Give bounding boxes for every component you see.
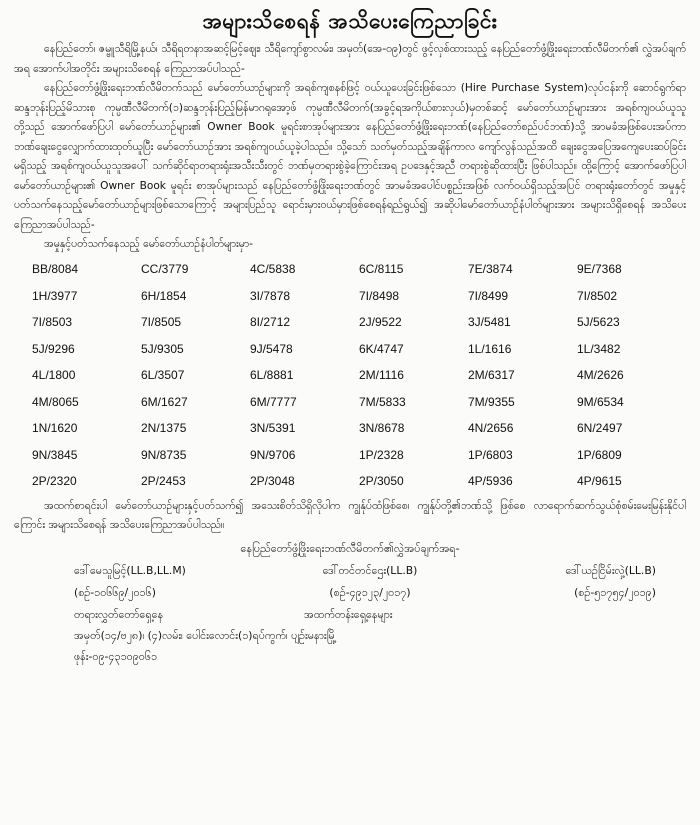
vehicle-plate-number: 7I/8505 [141,315,182,329]
vehicle-plate-number: 4P/9615 [577,474,622,488]
vehicle-plate-number: 1H/3977 [32,288,78,303]
vehicle-plate-number: 7I/8503 [32,315,73,329]
vehicle-plate-number: 7M/9355 [468,394,515,409]
lawyer-name: ဒေါ်မေသူမြင့်(LL.B,LL.M) [74,563,186,577]
lawyer-license: (စဉ်-၄၉၁၂၃/၂၀၁၇) [329,585,411,599]
vehicle-plate-number: 7I/8502 [577,288,618,303]
vehicle-plate-number: 5J/9305 [141,341,184,356]
vehicle-plate-number: 6M/1627 [141,394,188,409]
plate-number-grid [14,256,686,495]
intro-paragraph: နေပြည်တော်၊ ဇမ္ဗူသီရိမြို့နယ်၊ သီရိရတနာအဆင့်မြင့်ဈေး၊ သီရိကျော်စွာလမ်း၊ အမှတ်(အေ-၀၉)တွင် ဖွင့်လှစ်ထားသည့် နေပြည်တော်ဖွံ့ဖြိုးရေးဘဏ်လီမိတက်၏ လွှဲအပ်ချက်အရ အောက်ပါအတိုင်း အများသိစေရန် ကြေညာအပ်ပါသည်- [14,43,686,75]
lawyer-roles [14,604,686,625]
vehicle-plate-number: 7I/8498 [359,288,400,303]
vehicle-plate-number: 9E/7368 [577,262,622,276]
vehicle-plate-number: 1L/1616 [468,341,512,356]
vehicle-plate-number: 4P/5936 [468,474,513,488]
role-right: အထက်တန်းရှေ့နေများ [304,607,393,621]
phone-number: ဖုန်း-၀၉-၄၃၁၀၉၀၆၁ [74,649,158,663]
vehicle-plate-number: 4N/2656 [468,421,514,435]
vehicle-plate-number: 5J/5623 [577,315,620,329]
vehicle-plate-number: 8I/2712 [250,315,291,329]
lawyer-block [74,560,271,604]
vehicle-plate-number: 3N/5391 [250,421,296,435]
vehicle-plate-number: 9N/3845 [32,447,78,462]
vehicle-plate-number: 3J/5481 [468,315,511,329]
vehicle-plate-number: 2M/6317 [468,368,515,382]
vehicle-plate-number: 6M/7777 [250,394,297,409]
lawyer-block [271,560,468,604]
role-left: တရားလွှတ်တော်ရှေ့နေ [74,607,164,621]
vehicle-plate-number: 9M/6534 [577,394,624,409]
vehicle-plate-number: 3N/8678 [359,421,405,435]
body-paragraph: နေပြည်တော်ဖွံ့ဖြိုးရေးဘဏ်လီမိတက်သည် မော်တော်ယာဉ်များကို အရစ်ကျစနစ်ဖြင့် ဝယ်ယူပေးခြင်းဖြစ်သော (Hire Purchase System)လုပ်ငန်းကို ဆောင်ရွက်ရာ ဆန္ဒဘုန်းပြည့်မိသားစု ကုမ္ပဏီလီမိတက်(၁)ဆန္ဒဘုန်းပြည့်မြန်မာဂရုအော့ဖ် ကုမ္ပဏီလီမိတက်(အခွင့်ရအကိုယ်စားလှယ်)မှတစ်ဆင့် မော်တော်ယာဉ်များအား အရစ်ကျဝယ်ယူသူတို့သည် အောက်ဖော်ပြပါ မော်တော်ယာဉ်များ၏ Owner Book မူရင်းစာအုပ်များအား နေပြည်တော်ဖွံ့ဖြိုးရေးဘဏ်(နေပြည်တော်စည်ပင်ဘဏ်)သို့ အာမခံအဖြစ်ပေးအပ်ကာ ဘဏ်ချေးငွေလျှောက်ထားထုတ်ယူပြီး မော်တော်ယာဉ်အား အရစ်ကျဝယ်ယူခဲ့ပါသည်။ သို့သော် သတ်မှတ်သည့်အချိန်ကာလ ကျော်လွန်သည်အထိ ချေးငွေအပြေအကျေပေးဆပ်ခြင်းမရှိသည့် အရစ်ကျဝယ်ယူသူအပေါ် သက်ဆိုင်ရာတရားရုံးအသီးသီးတွင် ဘဏ်မှတရားစွဲခဲ့ကြောင်းအရ ဥပဒေနှင့်အညီ တရားစွဲဆိုထားပြီး ဖြစ်ပါသည်။ ထို့ကြောင့် အောက်ဖော်ပြပါ မော်တော်ယာဉ်များ၏ Owner Book မူရင်း စာအုပ်များသည် နေပြည်တော်ဖွံ့ဖြိုးရေးဘဏ်တွင် အာမခံအပေါင်ပစ္စည်းအဖြစ် လက်ဝယ်ရှိသည့်အပြင် တရားရုံးတော်တွင် အမှုနှင့်ပတ်သက်နေသည့်မော်တော်ယာဉ်များဖြစ်သောကြောင့် အများပြည်သူ ရောင်းမှားဝယ်မှားဖြစ်စေရန်ရည်ရွယ်၍ အဆိုပါမော်တော်ယာဉ်နံပါတ်များအား အများသိရှိစေရန် အသိပေးကြေညာအပ်ပါသည်- [14,82,686,231]
notice-title: အများသိစေရန် အသိပေးကြေညာခြင်း [202,9,498,33]
vehicle-plate-number: 1P/6803 [468,447,513,462]
vehicle-plate-number: 9J/5478 [250,341,293,356]
vehicle-plate-number: 7I/8499 [468,288,509,303]
vehicle-plate-number: 9N/9706 [250,447,296,462]
contact-paragraph: အထက်စာရင်းပါ မော်တော်ယာဉ်များနှင့်ပတ်သက်၍ အသေးစိတ်သိရှိလိုပါက ကျွန်ုပ်ထံဖြစ်စေ၊ ကျွန်ုပ်တို့၏ဘဏ်သို့ ဖြစ်စေ လာရောက်ဆက်သွယ်စုံစမ်းမေးမြန်းနိုင်ပါကြောင်း အများသိစေရန် အသိပေးကြေညာအပ်ပါသည်။ [14,499,686,531]
vehicle-plate-number: 1P/2328 [359,447,404,462]
vehicle-plate-number: 3I/7878 [250,288,291,303]
plate-list-heading: အမှုနှင့်ပတ်သက်နေသည့် မော်တော်ယာဉ်နံပါတ်များမှာ- [44,238,253,250]
lawyer-signatures [14,560,686,604]
vehicle-plate-number: BB/8084 [32,262,79,276]
vehicle-plate-number: 9N/8735 [141,447,187,462]
signature-heading: နေပြည်တော်ဖွံ့ဖြိုးရေးဘဏ်လီမိတက်၏လွှဲအပ်ချက်အရ- [240,541,460,555]
lawyer-license: (စဉ်-၁၀၆၆၉/၂၀၁၆) [74,585,156,599]
vehicle-plate-number: 7E/3874 [468,262,513,276]
vehicle-plate-number: 4L/1800 [32,368,76,382]
vehicle-plate-number: 6L/8881 [250,368,294,382]
vehicle-plate-number: 4M/2626 [577,368,624,382]
lawyer-name: ဒေါ်ယဉ်ငြိမ်းလှဲ့(LL.B) [565,563,656,577]
vehicle-plate-number: 4C/5838 [250,262,296,276]
vehicle-plate-number: 2P/2453 [141,474,186,488]
vehicle-plate-number: 1P/6809 [577,447,622,462]
vehicle-plate-number: 2P/3048 [250,474,295,488]
vehicle-plate-number: 2J/9522 [359,315,402,329]
office-address: အမှတ်(၁၄/ဗ၂၈)၊ (၄)လမ်း၊ ပေါင်းလောင်း(၁)ရပ်ကွက်၊ ပျဉ်းမနားမြို့ [74,628,337,642]
vehicle-plate-number: 2M/1116 [359,368,404,382]
vehicle-plate-number: 5J/9296 [32,341,75,356]
vehicle-plate-number: 1N/1620 [32,421,78,435]
lawyer-name: ဒေါ်တင်တင်ဌေး(LL.B) [322,563,418,577]
vehicle-plate-number: 2N/1375 [141,421,187,435]
vehicle-plate-number: 6L/3507 [141,368,185,382]
lawyer-block [469,560,666,604]
vehicle-plate-number: 6C/8115 [359,262,404,276]
lawyer-license: (စဉ်-၅၁၇၅၄/၂၀၁၉) [574,585,656,599]
vehicle-plate-number: 6K/4747 [359,341,404,356]
vehicle-plate-number: 6H/1854 [141,288,187,303]
vehicle-plate-number: 1L/3482 [577,341,621,356]
vehicle-plate-number: 2P/2320 [32,474,77,488]
vehicle-plate-number: 4M/8065 [32,394,79,409]
vehicle-plate-number: 7M/5833 [359,394,406,409]
vehicle-plate-number: 2P/3050 [359,474,404,488]
vehicle-plate-number: CC/3779 [141,262,189,276]
vehicle-plate-number: 6N/2497 [577,421,623,435]
